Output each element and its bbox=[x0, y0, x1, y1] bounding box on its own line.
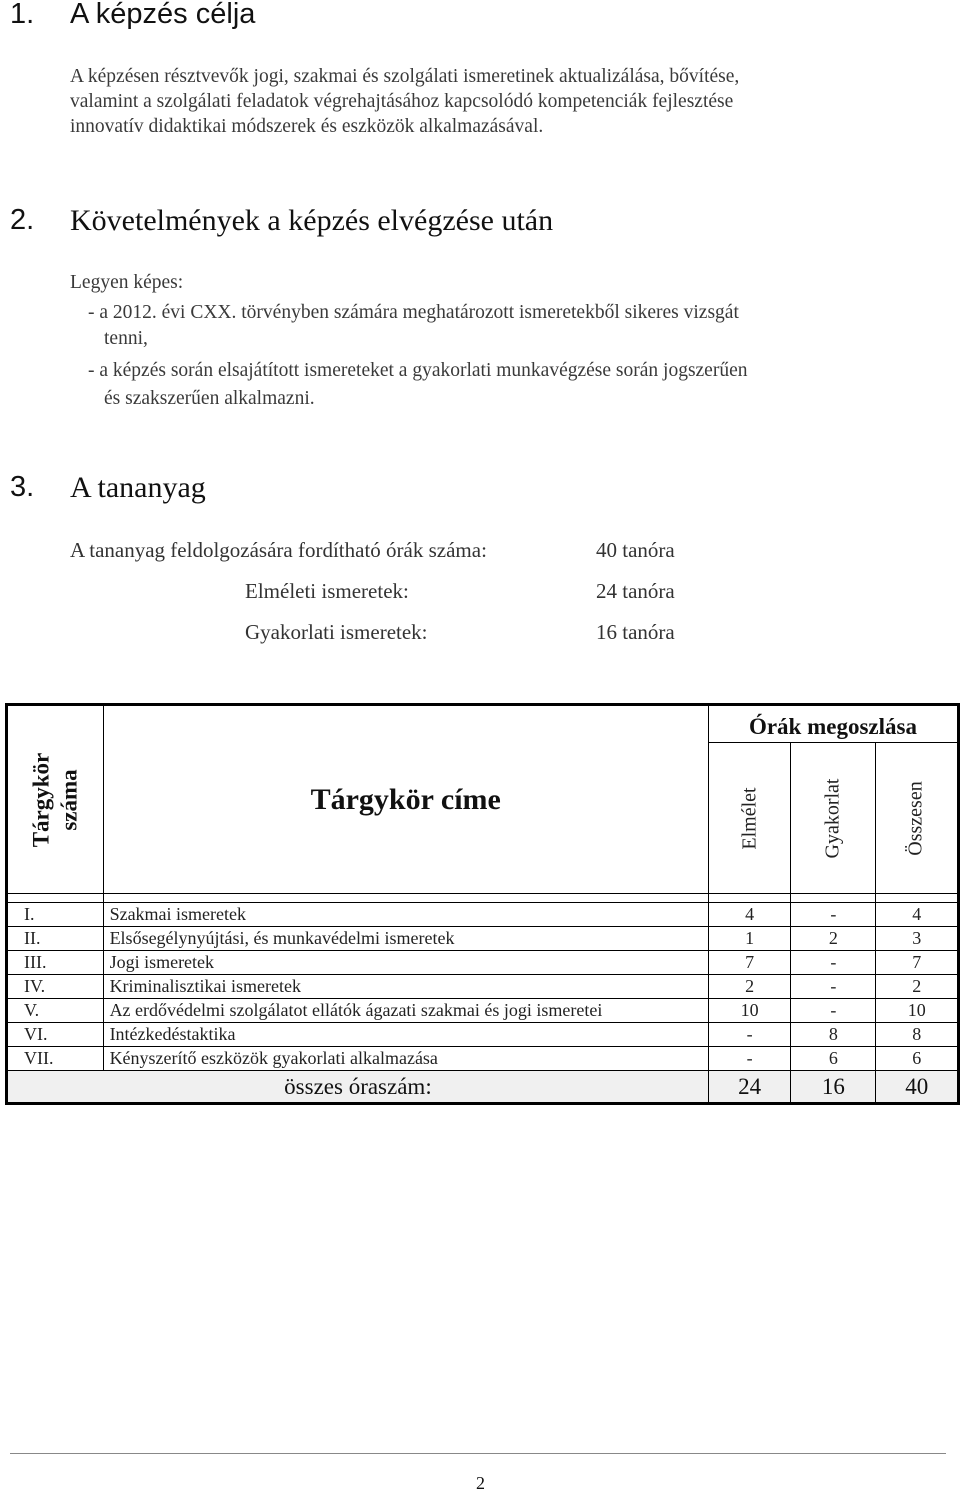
header-subject-number-line-1: Tárgykör bbox=[28, 752, 54, 847]
total-label: összes óraszám: bbox=[7, 1071, 709, 1104]
section-2-item-2-line-2: és szakszerűen alkalmazni. bbox=[104, 388, 315, 409]
row-total: 2 bbox=[876, 975, 959, 999]
section-1-title: A képzés célja bbox=[70, 0, 256, 30]
section-1-line-3: innovatív didaktikai módszerek és eszközök alkalmazásával. bbox=[70, 116, 544, 137]
header-practice bbox=[791, 743, 876, 894]
header-theory bbox=[708, 743, 790, 894]
total-practice: 16 bbox=[791, 1071, 876, 1104]
table-row bbox=[7, 951, 959, 975]
row-number: II. bbox=[7, 927, 104, 951]
row-title: Kriminalisztikai ismeretek bbox=[103, 975, 708, 999]
page-number: 2 bbox=[476, 1473, 485, 1493]
row-practice: - bbox=[791, 975, 876, 999]
row-practice: - bbox=[791, 951, 876, 975]
hours-distribution-table bbox=[5, 703, 960, 1105]
hours-practice-label: Gyakorlati ismeretek: bbox=[245, 620, 428, 644]
row-total: 6 bbox=[876, 1047, 959, 1071]
table-row bbox=[7, 999, 959, 1023]
row-theory: 10 bbox=[708, 999, 790, 1023]
row-number: IV. bbox=[7, 975, 104, 999]
hours-total-value: 40 tanóra bbox=[596, 538, 675, 562]
table-row bbox=[7, 975, 959, 999]
section-2-title: Követelmények a képzés elvégzése után bbox=[70, 204, 554, 237]
row-theory: 1 bbox=[708, 927, 790, 951]
hours-total-label: A tananyag feldolgozására fordítható órák száma: bbox=[70, 538, 487, 562]
row-theory: - bbox=[708, 1047, 790, 1071]
header-subject-number-line-2: száma bbox=[56, 768, 82, 831]
row-practice: - bbox=[791, 903, 876, 927]
row-practice: 6 bbox=[791, 1047, 876, 1071]
section-3-number: 3. bbox=[10, 471, 35, 503]
row-practice: 8 bbox=[791, 1023, 876, 1047]
row-theory: - bbox=[708, 1023, 790, 1047]
row-theory: 2 bbox=[708, 975, 790, 999]
row-title: Az erdővédelmi szolgálatot ellátók ágazati szakmai és jogi ismeretei bbox=[103, 999, 708, 1023]
section-1-line-1: A képzésen résztvevők jogi, szakmai és szolgálati ismeretinek aktualizálása, bővítése, bbox=[70, 66, 740, 87]
row-number: V. bbox=[7, 999, 104, 1023]
row-title: Jogi ismeretek bbox=[103, 951, 708, 975]
hours-theory-value: 24 tanóra bbox=[596, 579, 675, 603]
row-theory: 4 bbox=[708, 903, 790, 927]
row-total: 4 bbox=[876, 903, 959, 927]
header-subject-number bbox=[7, 705, 104, 894]
row-total: 7 bbox=[876, 951, 959, 975]
header-subject-number-text bbox=[27, 752, 83, 847]
row-total: 8 bbox=[876, 1023, 959, 1047]
header-hours-distribution: Órák megoszlása bbox=[708, 705, 958, 743]
total-theory: 24 bbox=[708, 1071, 790, 1104]
section-1-number: 1. bbox=[10, 0, 35, 30]
table-row bbox=[7, 1023, 959, 1047]
hours-theory-label: Elméleti ismeretek: bbox=[245, 579, 409, 603]
hours-practice-value: 16 tanóra bbox=[596, 620, 675, 644]
header-subject-title: Tárgykör címe bbox=[103, 705, 708, 894]
table-row bbox=[7, 927, 959, 951]
section-2-intro: Legyen képes: bbox=[70, 272, 184, 293]
section-1-line-2: valamint a szolgálati feladatok végrehajtásához kapcsolódó kompetenciák fejlesztése bbox=[70, 91, 734, 112]
row-number: I. bbox=[7, 903, 104, 927]
section-2-item-1-line-1: - a 2012. évi CXX. törvényben számára meghatározott ismeretekből sikeres vizsgát bbox=[88, 302, 739, 323]
row-practice: 2 bbox=[791, 927, 876, 951]
table-row bbox=[7, 903, 959, 927]
table-spacer-row bbox=[7, 894, 959, 903]
table-total-row bbox=[7, 1071, 959, 1104]
row-total: 10 bbox=[876, 999, 959, 1023]
row-title: Kényszerítő eszközök gyakorlati alkalmazása bbox=[103, 1047, 708, 1071]
total-sum: 40 bbox=[876, 1071, 959, 1104]
section-2-item-1-line-2: tenni, bbox=[104, 328, 148, 349]
section-2-item-2-line-1: - a képzés során elsajátított ismereteket a gyakorlati munkavégzése során jogszerűen bbox=[88, 360, 748, 381]
row-number: III. bbox=[7, 951, 104, 975]
header-total bbox=[876, 743, 959, 894]
row-total: 3 bbox=[876, 927, 959, 951]
row-theory: 7 bbox=[708, 951, 790, 975]
row-title: Elsősegélynyújtási, és munkavédelmi ismeretek bbox=[103, 927, 708, 951]
header-total-text: Összesen bbox=[905, 780, 928, 856]
row-title: Intézkedéstaktika bbox=[103, 1023, 708, 1047]
row-title: Szakmai ismeretek bbox=[103, 903, 708, 927]
section-2-number: 2. bbox=[10, 204, 35, 236]
header-theory-text: Elmélet bbox=[738, 786, 761, 850]
header-practice-text: Gyakorlat bbox=[821, 778, 844, 858]
row-number: VII. bbox=[7, 1047, 104, 1071]
table-row bbox=[7, 1047, 959, 1071]
footer-divider bbox=[10, 1453, 946, 1454]
row-number: VI. bbox=[7, 1023, 104, 1047]
row-practice: - bbox=[791, 999, 876, 1023]
section-3-title: A tananyag bbox=[70, 471, 206, 504]
